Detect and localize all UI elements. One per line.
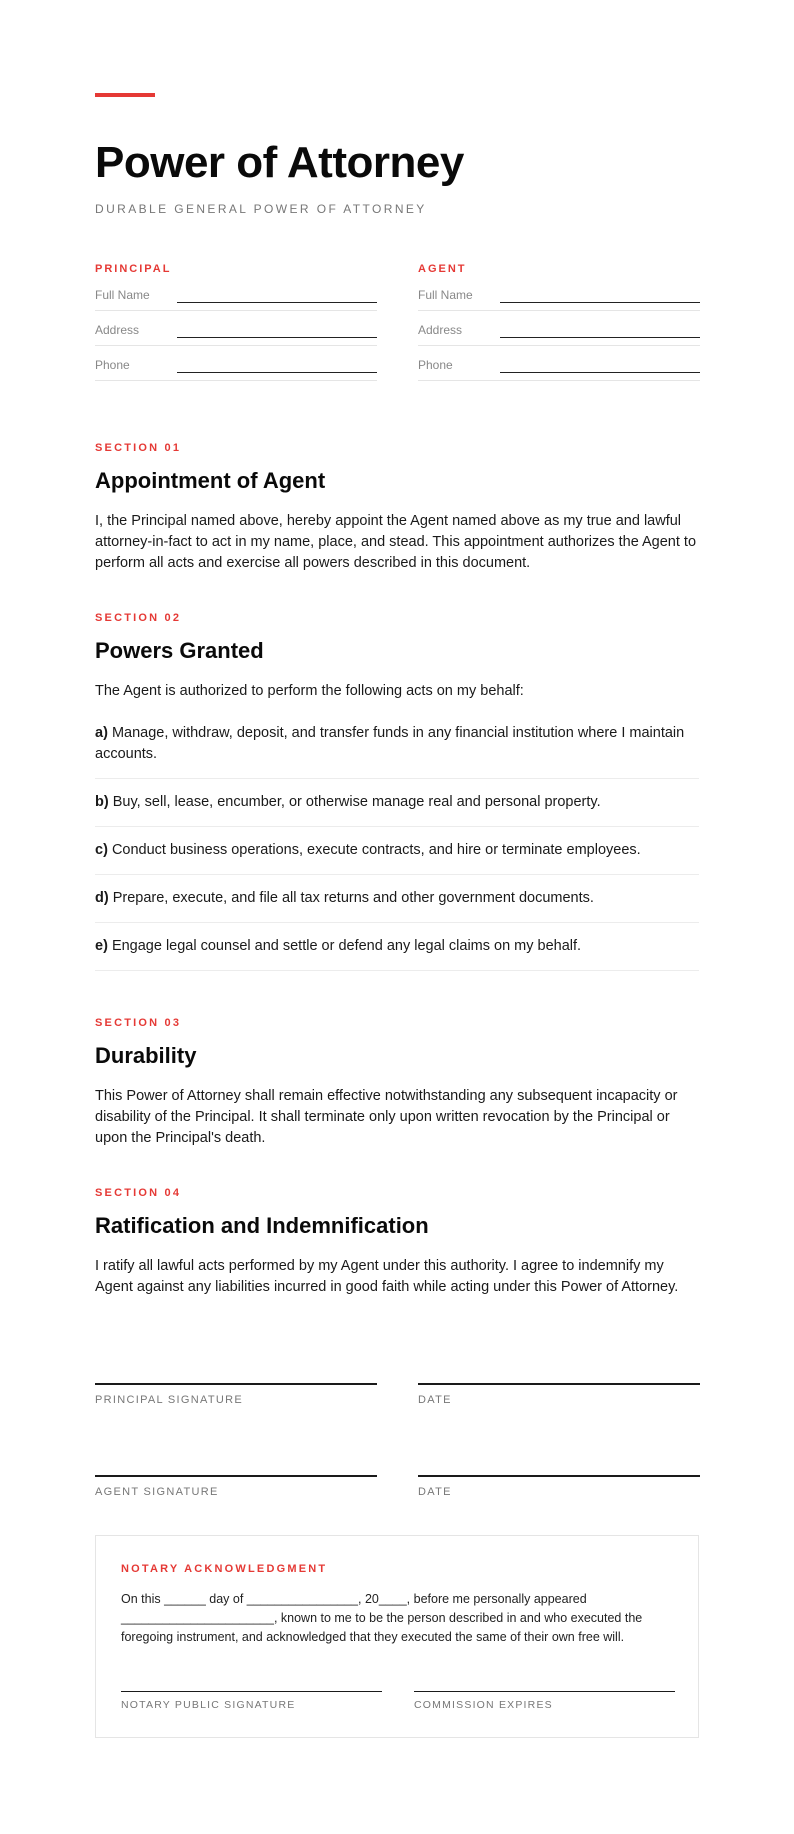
notary-title: NOTARY ACKNOWLEDGMENT [121,1563,328,1575]
agent-phone-row [418,346,700,381]
principal-phone-field[interactable] [177,372,377,373]
principal-signature-block [95,1383,377,1406]
principal-date-block [418,1383,700,1406]
agent-full-name-field[interactable] [500,302,700,303]
principal-full-name-label: Full Name [95,288,150,302]
section-title: Appointment of Agent [95,468,326,493]
agent-block [418,262,700,381]
item-text: Prepare, execute, and file all tax returns and other government documents. [112,890,594,906]
item-text: Buy, sell, lease, encumber, or otherwise manage real and personal property. [112,794,601,810]
section-body: I, the Principal named above, hereby appoint the Agent named above as my true and lawful attorney-in-fact to act in my name, place, and stead. This appointment authorizes the Agent to perform all acts and exercise all powers described in this document. [95,513,697,571]
agent-signature-block [95,1475,377,1498]
accent-bar [95,93,155,97]
item-text: Conduct business operations, execute contracts, and hire or terminate employees. [111,842,641,858]
principal-phone-label: Phone [95,358,130,372]
item-letter: b) [95,794,109,810]
agent-address-row [418,311,700,346]
agent-full-name-label: Full Name [418,288,473,302]
section-title: Powers Granted [95,638,264,663]
section-title: Ratification and Indemnification [95,1213,429,1238]
principal-address-label: Address [95,323,140,337]
notary-box [95,1535,699,1738]
agent-address-label: Address [418,323,463,337]
section-number: SECTION 03 [95,1017,182,1029]
principal-phone-row [95,346,377,381]
item-letter: a) [95,725,108,741]
commission-expires-label: COMMISSION EXPIRES [414,1699,553,1711]
commission-block [414,1691,675,1711]
list-item [95,779,699,827]
principal-date-line[interactable] [418,1383,700,1385]
powers-list [95,710,699,971]
item-text: Engage legal counsel and settle or defend any legal claims on my behalf. [111,938,582,954]
agent-date-line[interactable] [418,1475,700,1477]
item-text: Manage, withdraw, deposit, and transfer funds in any financial institution where I maintain accounts. [95,725,685,762]
section-title: Durability [95,1043,197,1068]
document-subtitle: DURABLE GENERAL POWER OF ATTORNEY [95,202,427,216]
list-item [95,923,699,971]
section-number: SECTION 02 [95,612,182,624]
parties-block [95,262,699,402]
list-item [95,875,699,923]
agent-phone-label: Phone [418,358,453,372]
notary-signature-label: NOTARY PUBLIC SIGNATURE [121,1699,296,1711]
commission-expires-line[interactable] [414,1691,675,1692]
principal-signature-line[interactable] [95,1383,377,1385]
principal-block [95,262,377,381]
principal-signature-label: PRINCIPAL SIGNATURE [95,1394,243,1406]
section-powers [95,611,699,702]
section-body: I ratify all lawful acts performed by my Agent under this authority. I agree to indemnify my Agent against any liabilities incurred in good faith while acting under this Power of Attorney. [95,1258,679,1295]
agent-date-label: DATE [418,1486,452,1498]
list-item [95,710,699,779]
principal-label: PRINCIPAL [95,263,172,275]
principal-full-name-field[interactable] [177,302,377,303]
section-number: SECTION 04 [95,1187,182,1199]
list-item [95,827,699,875]
section-body: The Agent is authorized to perform the following acts on my behalf: [95,683,524,699]
section-durability [95,1016,699,1149]
item-letter: d) [95,890,109,906]
agent-full-name-row [418,276,700,311]
agent-signature-label: AGENT SIGNATURE [95,1486,219,1498]
principal-date-label: DATE [418,1394,452,1406]
notary-signature-block [121,1691,382,1711]
document-title: Power of Attorney [95,138,464,187]
item-letter: e) [95,938,108,954]
agent-address-field[interactable] [500,337,700,338]
item-letter: c) [95,842,108,858]
section-ratification [95,1186,699,1298]
section-appointment [95,441,699,574]
agent-label: AGENT [418,263,467,275]
notary-text: On this ______ day of ________________, 20____, before me personally appeared ______________________, known to me to be the person described in and who executed the foregoing instrument, and acknowledged that they executed the same of their own free will. [121,1592,643,1644]
agent-phone-field[interactable] [500,372,700,373]
principal-address-row [95,311,377,346]
agent-signature-line[interactable] [95,1475,377,1477]
principal-full-name-row [95,276,377,311]
section-body: This Power of Attorney shall remain effective notwithstanding any subsequent incapacity or disability of the Principal. It shall terminate only upon written revocation by the Principal or upon the Principal's death. [95,1088,678,1146]
principal-address-field[interactable] [177,337,377,338]
notary-signature-line[interactable] [121,1691,382,1692]
agent-date-block [418,1475,700,1498]
section-number: SECTION 01 [95,442,182,454]
